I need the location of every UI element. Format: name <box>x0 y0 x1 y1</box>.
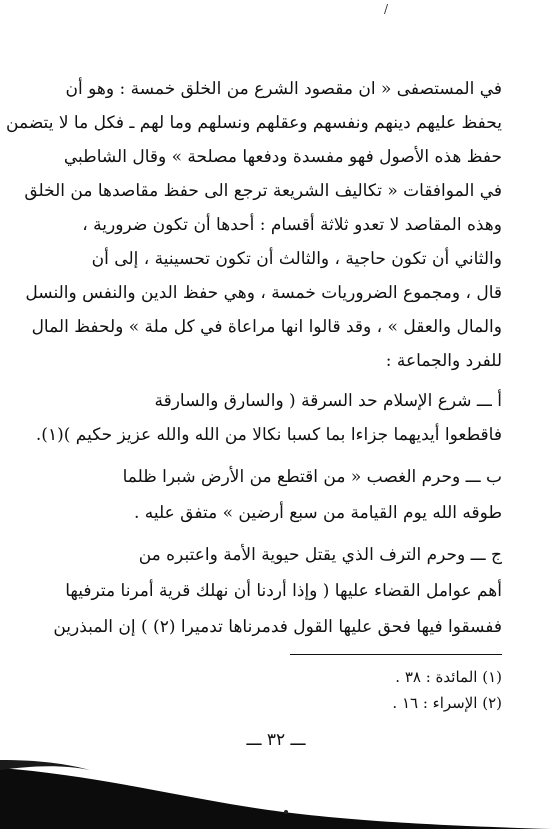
text-line: قال ، ومجموع الضروريات خمسة ، وهي حفظ الدين والنفس والنسل <box>25 283 502 303</box>
text-line: ج ـــ وحرم الترف الذي يقتل حيوية الأمة واعتبره من <box>138 545 502 565</box>
text-line: في الموافقات « تكاليف الشريعة ترجع الى حفظ مقاصدها من الخلق <box>24 181 502 201</box>
scan-dot <box>284 810 288 814</box>
text-line: والمال والعقل » ، وقد قالوا انها مراعاة في كل ملة » ولحفظ المال <box>31 317 502 337</box>
text-line: والثاني أن تكون حاجية ، والثالث أن تكون تحسينية ، إلى أن <box>91 249 502 269</box>
footnote: (٢) الإسراء : ١٦ . <box>392 694 502 712</box>
text-line: للفرد والجماعة : <box>385 351 502 371</box>
text-line: ب ـــ وحرم الغصب « من اقتطع من الأرض شبرا ظلما <box>122 467 502 487</box>
text-line: يحفظ عليهم دينهم ونفسهم وعقلهم ونسلهم وما لهم ـ فكل ما لا يتضمن <box>6 113 502 133</box>
footnote-separator <box>290 654 502 655</box>
text-line: فاقطعوا أيديهما جزاءا بما كسبا نكالا من الله والله عزيز حكيم )(١). <box>35 425 502 445</box>
text-line: حفظ هذه الأصول فهو مفسدة ودفعها مصلحة » وقال الشاطبي <box>63 147 502 167</box>
main-text <box>6 72 502 652</box>
text-line: في المستصفى « ان مقصود الشرع من الخلق خمسة : وهو أن <box>65 79 502 99</box>
text-line: طوقه الله يوم القيامة من سبع أرضين » متفق عليه . <box>133 503 502 523</box>
text-line: أ ـــ شرع الإسلام حد السرقة ( والسارق والسارقة <box>154 391 502 411</box>
text-line: وهذه المقاصد لا تعدو ثلاثة أقسام : أحدها أن تكون ضرورية ، <box>82 215 502 235</box>
scan-edge-shadow <box>0 760 552 829</box>
scan-mark: / <box>384 2 389 16</box>
text-line: أهم عوامل القضاء عليها ( وإذا أردنا أن نهلك قرية أمرنا مترفيها <box>65 581 502 601</box>
page-number: ـــ ٣٢ ـــ <box>246 730 306 750</box>
footnotes <box>242 664 502 716</box>
text-line: ففسقوا فيها فحق عليها القول فدمرناها تدميرا (٢) ) إن المبذرين <box>53 617 502 637</box>
footnote: (١) المائدة : ٣٨ . <box>395 668 502 686</box>
